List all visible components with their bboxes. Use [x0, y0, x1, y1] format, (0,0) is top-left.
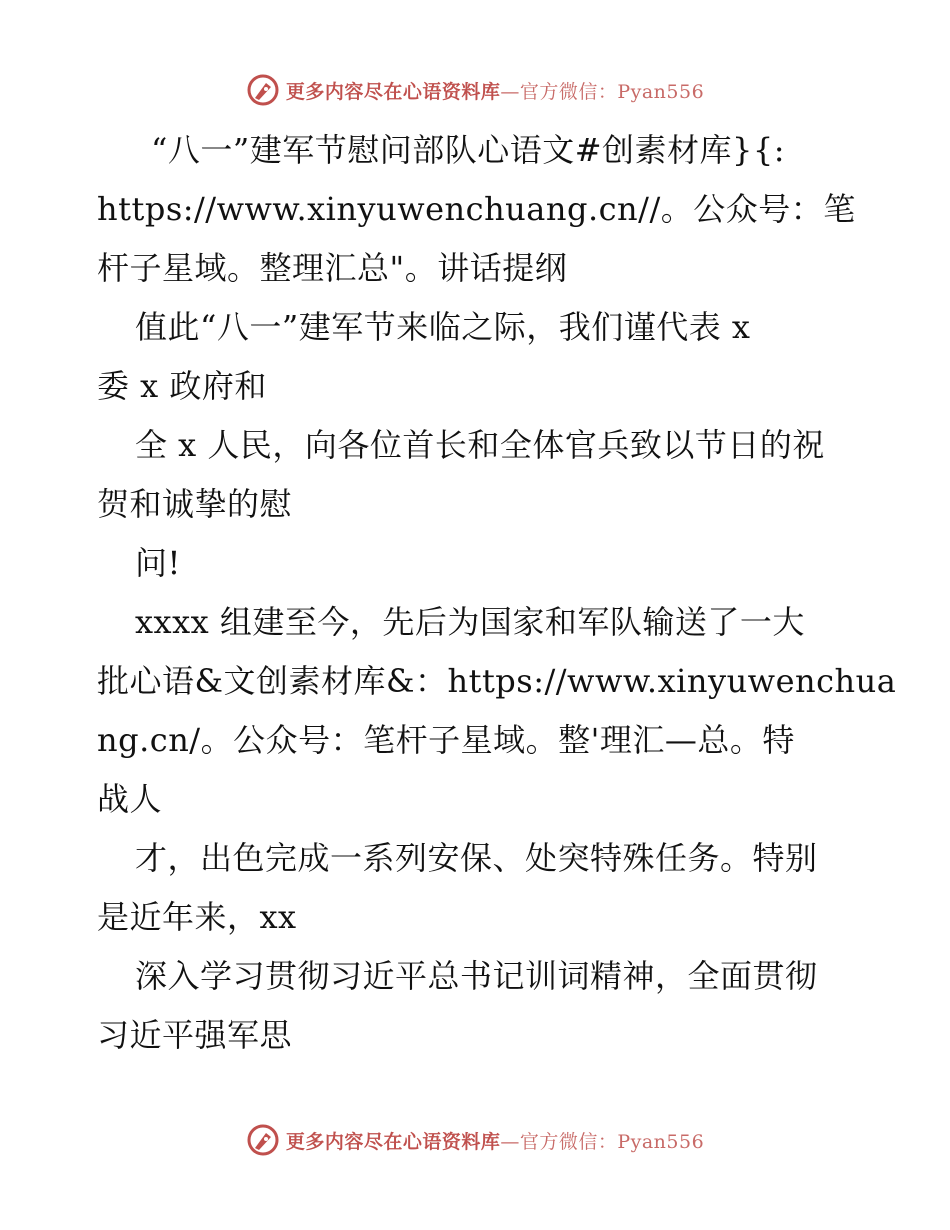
document-line: 问!: [135, 544, 181, 582]
footer-banner-text: 更多内容尽在心语资料库—官方微信：Pyan556: [285, 1130, 705, 1153]
document-line: https://www.xinyuwenchuang.cn//。公众号：笔: [97, 190, 856, 228]
document-line: 批心语&文创素材库&：https://www.xinyuwenchua: [97, 662, 897, 700]
document-line: 委 x 政府和: [97, 367, 267, 405]
document-line: 值此“八一”建军节来临之际，我们谨代表 x: [135, 308, 751, 346]
document-line: ng.cn/。公众号：笔杆子星域。整'理汇—总。特: [97, 721, 795, 759]
pen-nib-circle-icon: [246, 73, 280, 107]
header-banner-text: 更多内容尽在心语资料库—官方微信：Pyan556: [285, 80, 705, 103]
document-line: “八一”建军节慰问部队心语文#创素材库}{:: [151, 131, 786, 169]
header-banner: [0, 70, 950, 110]
document-line: 深入学习贯彻习近平总书记训词精神，全面贯彻: [135, 957, 818, 995]
document-line: 才，出色完成一系列安保、处突特殊任务。特别: [135, 839, 818, 877]
footer-banner: [0, 1120, 950, 1160]
document-line: 杆子星域。整理汇总"。讲话提纲: [97, 249, 568, 287]
document-line: 全 x 人民，向各位首长和全体官兵致以节日的祝: [135, 426, 825, 464]
document-body: [97, 121, 897, 1065]
document-line: 贺和诚挚的慰: [97, 485, 293, 523]
document-line: 战人: [97, 780, 163, 818]
document-line: xxxx 组建至今，先后为国家和军队输送了一大: [135, 603, 805, 641]
pen-nib-circle-icon: [246, 1123, 280, 1157]
document-line: 习近平强军思: [97, 1016, 293, 1054]
document-line: 是近年来，xx: [97, 898, 297, 936]
